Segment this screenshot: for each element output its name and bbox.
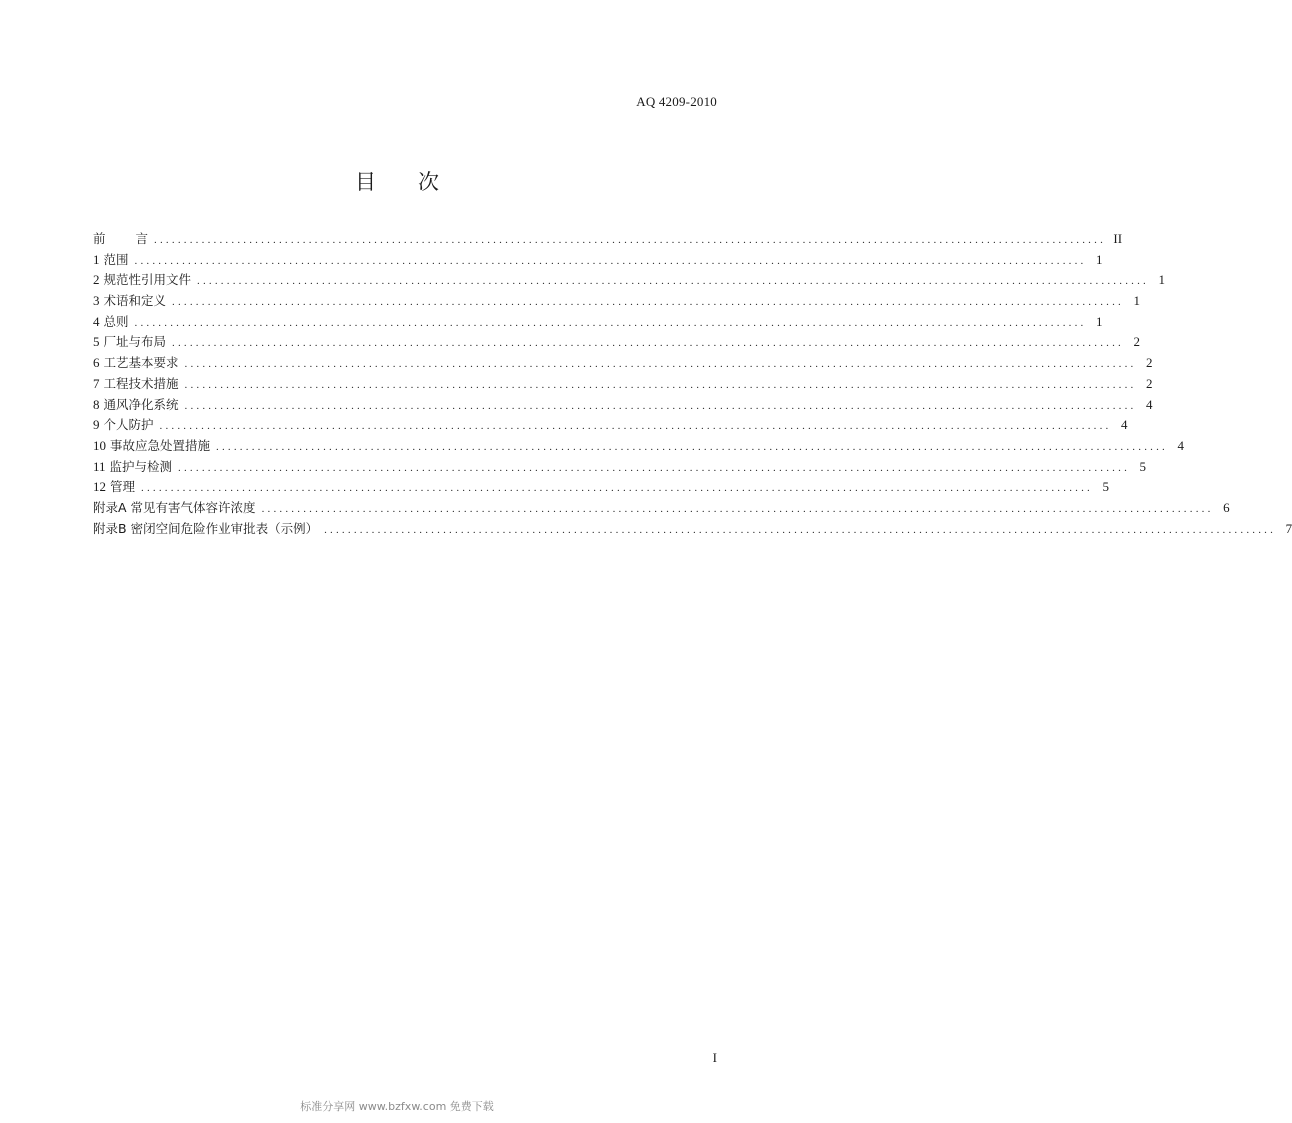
- toc-entry-page: 1: [1133, 293, 1140, 309]
- toc-entry-page: II: [1113, 231, 1123, 246]
- toc-entry-general[interactable]: [93, 312, 1103, 333]
- toc-entry-page: 1: [1096, 313, 1103, 329]
- toc-leader-dots: ................................................................................................................................................................: [324, 523, 1277, 536]
- toc-leader-dots: ................................................................................................................................................................: [134, 254, 1087, 267]
- toc-entry-page: 4: [1177, 437, 1184, 453]
- toc-leader-dots: ................................................................................................................................................................: [172, 337, 1124, 350]
- toc-entry-label: 7 工程技术措施: [93, 375, 179, 391]
- toc-entry-label: 10 事故应急处置措施: [93, 437, 210, 453]
- toc-leader-dots: ................................................................................................................................................................: [261, 502, 1214, 515]
- toc-entry-label: 8 通风净化系统: [93, 396, 179, 412]
- toc-leader-dots: ................................................................................................................................................................: [141, 482, 1093, 495]
- toc-title: [0, 166, 794, 196]
- toc-entry-engineering-measures[interactable]: [93, 374, 1153, 395]
- toc-entry-page: 4: [1146, 396, 1153, 412]
- toc-leader-dots: ................................................................................................................................................................: [216, 440, 1168, 453]
- toc-entry-page: 5: [1102, 479, 1109, 495]
- toc-leader-dots: ................................................................................................................................................................: [178, 461, 1131, 474]
- toc-entry-page: 2: [1146, 375, 1153, 391]
- toc-entry-page: 4: [1121, 417, 1128, 433]
- toc-entry-label: 9 个人防护: [93, 417, 154, 433]
- toc-entry-ventilation-system[interactable]: [93, 395, 1153, 416]
- toc-entry-label: 4 总则: [93, 313, 129, 329]
- toc-entry-label: 3 术语和定义: [93, 293, 166, 309]
- toc-entry-page: 2: [1133, 334, 1140, 350]
- toc-entry-terms-definitions[interactable]: [93, 291, 1140, 312]
- toc-entry-page: 7: [1285, 520, 1292, 536]
- toc-entry-process-requirements[interactable]: [93, 353, 1153, 374]
- toc-leader-dots: ................................................................................................................................................................: [172, 296, 1124, 309]
- toc-entry-site-layout[interactable]: [93, 332, 1140, 353]
- toc-leader-dots: ................................................................................................................................................................: [184, 358, 1137, 371]
- page-number: I: [712, 1050, 717, 1065]
- toc-entry-label: 6 工艺基本要求: [93, 355, 179, 371]
- toc-leader-dots: ................................................................................................................................................................: [197, 275, 1149, 288]
- toc-leader-dots: ................................................................................................................................................................: [184, 399, 1137, 412]
- toc-entry-page: 2: [1146, 355, 1153, 371]
- toc-entry-label: 11 监护与检测: [93, 458, 173, 474]
- toc-entry-management[interactable]: [93, 477, 1109, 498]
- toc-entry-page: 1: [1096, 251, 1103, 267]
- footer-watermark: 标准分享网 www.bzfxw.com 免费下载: [300, 1100, 494, 1113]
- toc-entry-page: 6: [1223, 499, 1230, 515]
- toc-entry-page: 1: [1158, 272, 1165, 288]
- toc-leader-dots: ................................................................................................................................................................: [134, 316, 1087, 329]
- toc-entry-appendix-b[interactable]: [93, 519, 1292, 540]
- toc-leader-dots: ................................................................................................................................................................: [159, 420, 1112, 433]
- toc-entry-label: 附录B 密闭空间危险作业审批表（示例）: [93, 520, 319, 536]
- toc-entry-label: 前 言: [93, 231, 149, 246]
- toc-entry-label: 12 管理: [93, 479, 135, 495]
- toc-entry-normative-references[interactable]: [93, 270, 1165, 291]
- toc-entry-label: 1 范围: [93, 251, 129, 267]
- toc-entry-label: 2 规范性引用文件: [93, 272, 191, 288]
- document-code: AQ 4209-2010: [636, 94, 717, 109]
- toc-title-char-1: 目: [355, 170, 376, 194]
- toc-entry-appendix-a[interactable]: [93, 498, 1230, 519]
- toc-entry-personal-protection[interactable]: [93, 415, 1128, 436]
- toc-leader-dots: ................................................................................................................................................................: [184, 378, 1137, 391]
- toc-entry-label: 附录A 常见有害气体容许浓度: [93, 499, 256, 515]
- toc-leader-dots: ................................................................................................................................................................: [154, 234, 1107, 246]
- toc-title-char-2: 次: [418, 170, 439, 194]
- toc-entry-scope[interactable]: [93, 250, 1103, 271]
- toc-entry-page: 5: [1139, 458, 1147, 474]
- toc-entry-label: 5 厂址与布局: [93, 334, 166, 350]
- toc-entry-emergency-measures[interactable]: [93, 436, 1184, 457]
- toc-entry-foreword[interactable]: [93, 229, 1123, 250]
- toc-entry-monitoring-detection[interactable]: [93, 457, 1147, 478]
- table-of-contents: [93, 229, 1292, 539]
